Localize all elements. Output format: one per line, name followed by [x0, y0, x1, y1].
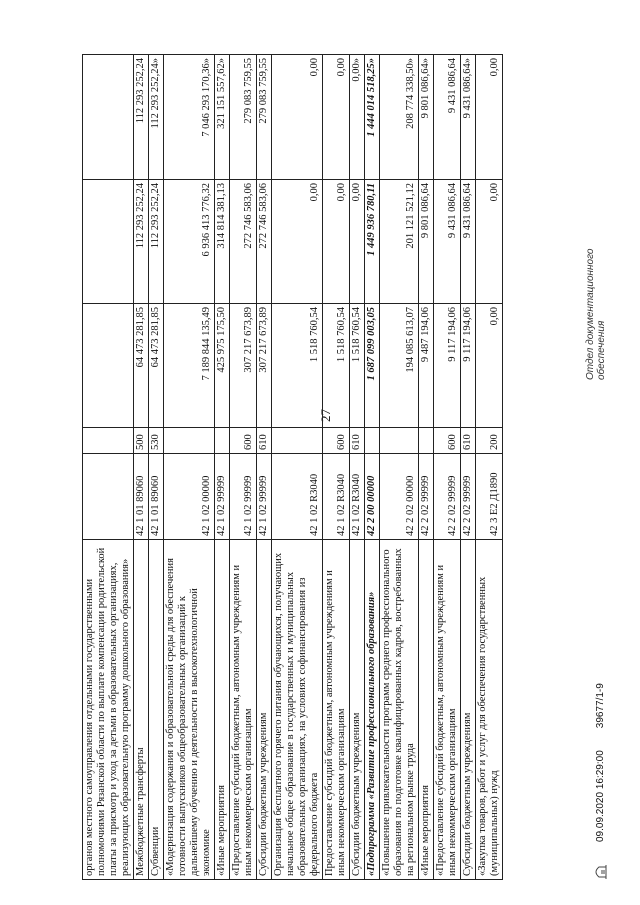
footer-date: 09.09.2020 16:29:00: [594, 750, 606, 842]
row-value-2: 9 801 086,64: [419, 180, 434, 304]
row-value-3: 208 774 338,50»: [380, 55, 419, 180]
row-name: Субвенции: [149, 540, 164, 880]
row-value-1: 9 117 194,06: [461, 304, 476, 428]
row-value-3: 0,00: [476, 55, 503, 180]
row-vr: 610: [461, 428, 476, 454]
table-row: [215, 55, 230, 880]
row-value-2: 1 449 936 780,11: [365, 180, 380, 304]
table-row: [149, 55, 164, 880]
table-row: [134, 55, 149, 880]
row-vr: [380, 428, 419, 454]
row-value-3: 112 293 252,24»: [149, 55, 164, 180]
row-name: «Иные мероприятия: [419, 540, 434, 880]
row-value-2: 0,00: [350, 180, 365, 304]
row-value-2: 314 814 381,13: [215, 180, 230, 304]
row-vr: [419, 428, 434, 454]
row-vr: 600: [323, 428, 350, 454]
row-code: 42 2 02 99999: [434, 454, 461, 540]
row-vr: 610: [350, 428, 365, 454]
row-code: 42 2 00 00000: [365, 454, 380, 540]
row-code: 42 1 02 00000: [164, 454, 215, 540]
row-code: 42 1 02 R3040: [350, 454, 365, 540]
row-value-1: 64 473 281,85: [149, 304, 164, 428]
row-name: Межбюджетные трансферты: [134, 540, 149, 880]
row-value-3: 9 801 086,64»: [419, 55, 434, 180]
row-value-1: [83, 304, 134, 428]
row-value-1: 1 518 760,54: [323, 304, 350, 428]
row-value-2: [83, 180, 134, 304]
row-name: Предоставление субсидий бюджетным, автономным учреждениям и иным некоммерческим организациям: [323, 540, 350, 880]
row-name: «Закупка товаров, работ и услуг для обеспечения государственных (муниципальных) нужд: [476, 540, 503, 880]
budget-table: [82, 54, 503, 880]
row-vr: 530: [149, 428, 164, 454]
row-value-2: 112 293 252,24: [134, 180, 149, 304]
row-value-1: 425 975 175,50: [215, 304, 230, 428]
table-row: [461, 55, 476, 880]
row-name: «Подпрограмма «Развитие профессионального образования»: [365, 540, 380, 880]
page-number: 27: [318, 409, 333, 422]
row-code: 42 3 Е2 Д1890: [476, 454, 503, 540]
row-code: 42 2 02 99999: [461, 454, 476, 540]
row-value-3: 0,00: [323, 55, 350, 180]
row-code: 42 1 01 89060: [149, 454, 164, 540]
row-code: 42 1 02 99999: [215, 454, 230, 540]
row-value-1: 194 085 613,07: [380, 304, 419, 428]
row-value-3: 279 083 759,55: [257, 55, 272, 180]
row-value-3: 321 151 557,62»: [215, 55, 230, 180]
row-vr: [164, 428, 215, 454]
row-vr: 500: [134, 428, 149, 454]
row-value-3: [83, 55, 134, 180]
budget-table-body: [83, 55, 503, 880]
footer-dept-line1: Отдел документационного: [585, 248, 596, 380]
row-vr: 610: [257, 428, 272, 454]
row-value-2: 0,00: [272, 180, 323, 304]
row-name: «Иные мероприятия: [215, 540, 230, 880]
row-value-3: 0,00»: [350, 55, 365, 180]
row-value-2: 9 431 086,64: [461, 180, 476, 304]
row-name: Организация бесплатного горячего питания обучающихся, получающих начальное общее образование в государственных и муниципальных образовательных организациях, на условиях софинансирования из федерального бюджета: [272, 540, 323, 880]
row-code: 42 1 02 99999: [230, 454, 257, 540]
row-code: 42 1 02 R3040: [272, 454, 323, 540]
row-value-2: 0,00: [323, 180, 350, 304]
row-vr: [83, 428, 134, 454]
table-row: [83, 55, 134, 880]
row-value-1: 0,00: [476, 304, 503, 428]
footer-doc-id: 39677/1-9: [594, 683, 606, 729]
row-value-3: 279 083 759,55: [230, 55, 257, 180]
table-row: [230, 55, 257, 880]
row-vr: 600: [230, 428, 257, 454]
row-code: [83, 454, 134, 540]
table-row: [272, 55, 323, 880]
row-value-1: 1 518 760,54: [272, 304, 323, 428]
row-value-3: 112 293 252,24: [134, 55, 149, 180]
budget-table-container: [82, 55, 547, 880]
row-vr: [272, 428, 323, 454]
row-name: «Повышение привлекательности программ среднего профессионального образования по подготовке квалифицированных кадров, востребованных на региональном рынке труда: [380, 540, 419, 880]
row-value-1: 1 687 099 003,05: [365, 304, 380, 428]
row-name: «Модернизация содержания и образовательной среды для обеспечения готовности выпускников общеобразовательных организаций к дальнейшему обучению и деятельности в высокотехнологичной экономике: [164, 540, 215, 880]
row-value-1: 1 518 760,54: [350, 304, 365, 428]
row-value-1: 64 473 281,85: [134, 304, 149, 428]
row-name: «Предоставление субсидий бюджетным, автономным учреждениям и иным некоммерческим организациям: [434, 540, 461, 880]
table-row: [365, 55, 380, 880]
table-row: [350, 55, 365, 880]
row-value-2: 112 293 252,24: [149, 180, 164, 304]
row-name: органов местного самоуправления отдельными государственными полномочиями Рязанской области по выплате компенсации родительской платы за присмотр и уход за детьми в образовательных организациях, реализующих образовательную программу дошкольного образования»: [83, 540, 134, 880]
row-value-2: 272 746 583,06: [257, 180, 272, 304]
row-value-3: 1 444 014 518,25»: [365, 55, 380, 180]
row-name: Субсидии бюджетным учреждениям: [350, 540, 365, 880]
row-code: 42 2 02 00000: [380, 454, 419, 540]
footer-meta: [593, 683, 607, 880]
row-name: Субсидии бюджетным учреждениям: [257, 540, 272, 880]
row-value-2: 6 936 413 776,32: [164, 180, 215, 304]
row-code: 42 1 01 89060: [134, 454, 149, 540]
table-row: [323, 55, 350, 880]
row-vr: 600: [434, 428, 461, 454]
row-code: 42 2 02 99999: [419, 454, 434, 540]
row-name: Субсидии бюджетным учреждениям: [461, 540, 476, 880]
row-vr: [215, 428, 230, 454]
row-value-1: 307 217 673,89: [257, 304, 272, 428]
table-row: [380, 55, 419, 880]
row-value-3: 7 046 293 170,36»: [164, 55, 215, 180]
row-value-2: 201 121 521,12: [380, 180, 419, 304]
footer-dept-line2: обеспечения: [596, 320, 607, 380]
row-code: 42 1 02 99999: [257, 454, 272, 540]
row-value-3: 0,00: [272, 55, 323, 180]
document-stamp-icon: [593, 864, 607, 880]
row-value-2: 9 431 086,64: [434, 180, 461, 304]
row-value-1: 307 217 673,89: [230, 304, 257, 428]
row-value-2: 0,00: [476, 180, 503, 304]
table-row: [476, 55, 503, 880]
row-value-1: 9 487 194,06: [419, 304, 434, 428]
row-value-1: 7 189 844 135,49: [164, 304, 215, 428]
row-value-3: 9 431 086,64»: [461, 55, 476, 180]
row-code: 42 1 02 R3040: [323, 454, 350, 540]
footer-department: [585, 249, 607, 380]
row-vr: 200: [476, 428, 503, 454]
table-row: [434, 55, 461, 880]
row-value-2: 272 746 583,06: [230, 180, 257, 304]
table-row: [419, 55, 434, 880]
table-row: [257, 55, 272, 880]
table-row: [164, 55, 215, 880]
page-footer: [585, 55, 625, 880]
row-vr: [365, 428, 380, 454]
row-name: «Предоставление субсидий бюджетным, автономным учреждениям и иным некоммерческим организациям: [230, 540, 257, 880]
row-value-1: 9 117 194,06: [434, 304, 461, 428]
row-value-3: 9 431 086,64: [434, 55, 461, 180]
